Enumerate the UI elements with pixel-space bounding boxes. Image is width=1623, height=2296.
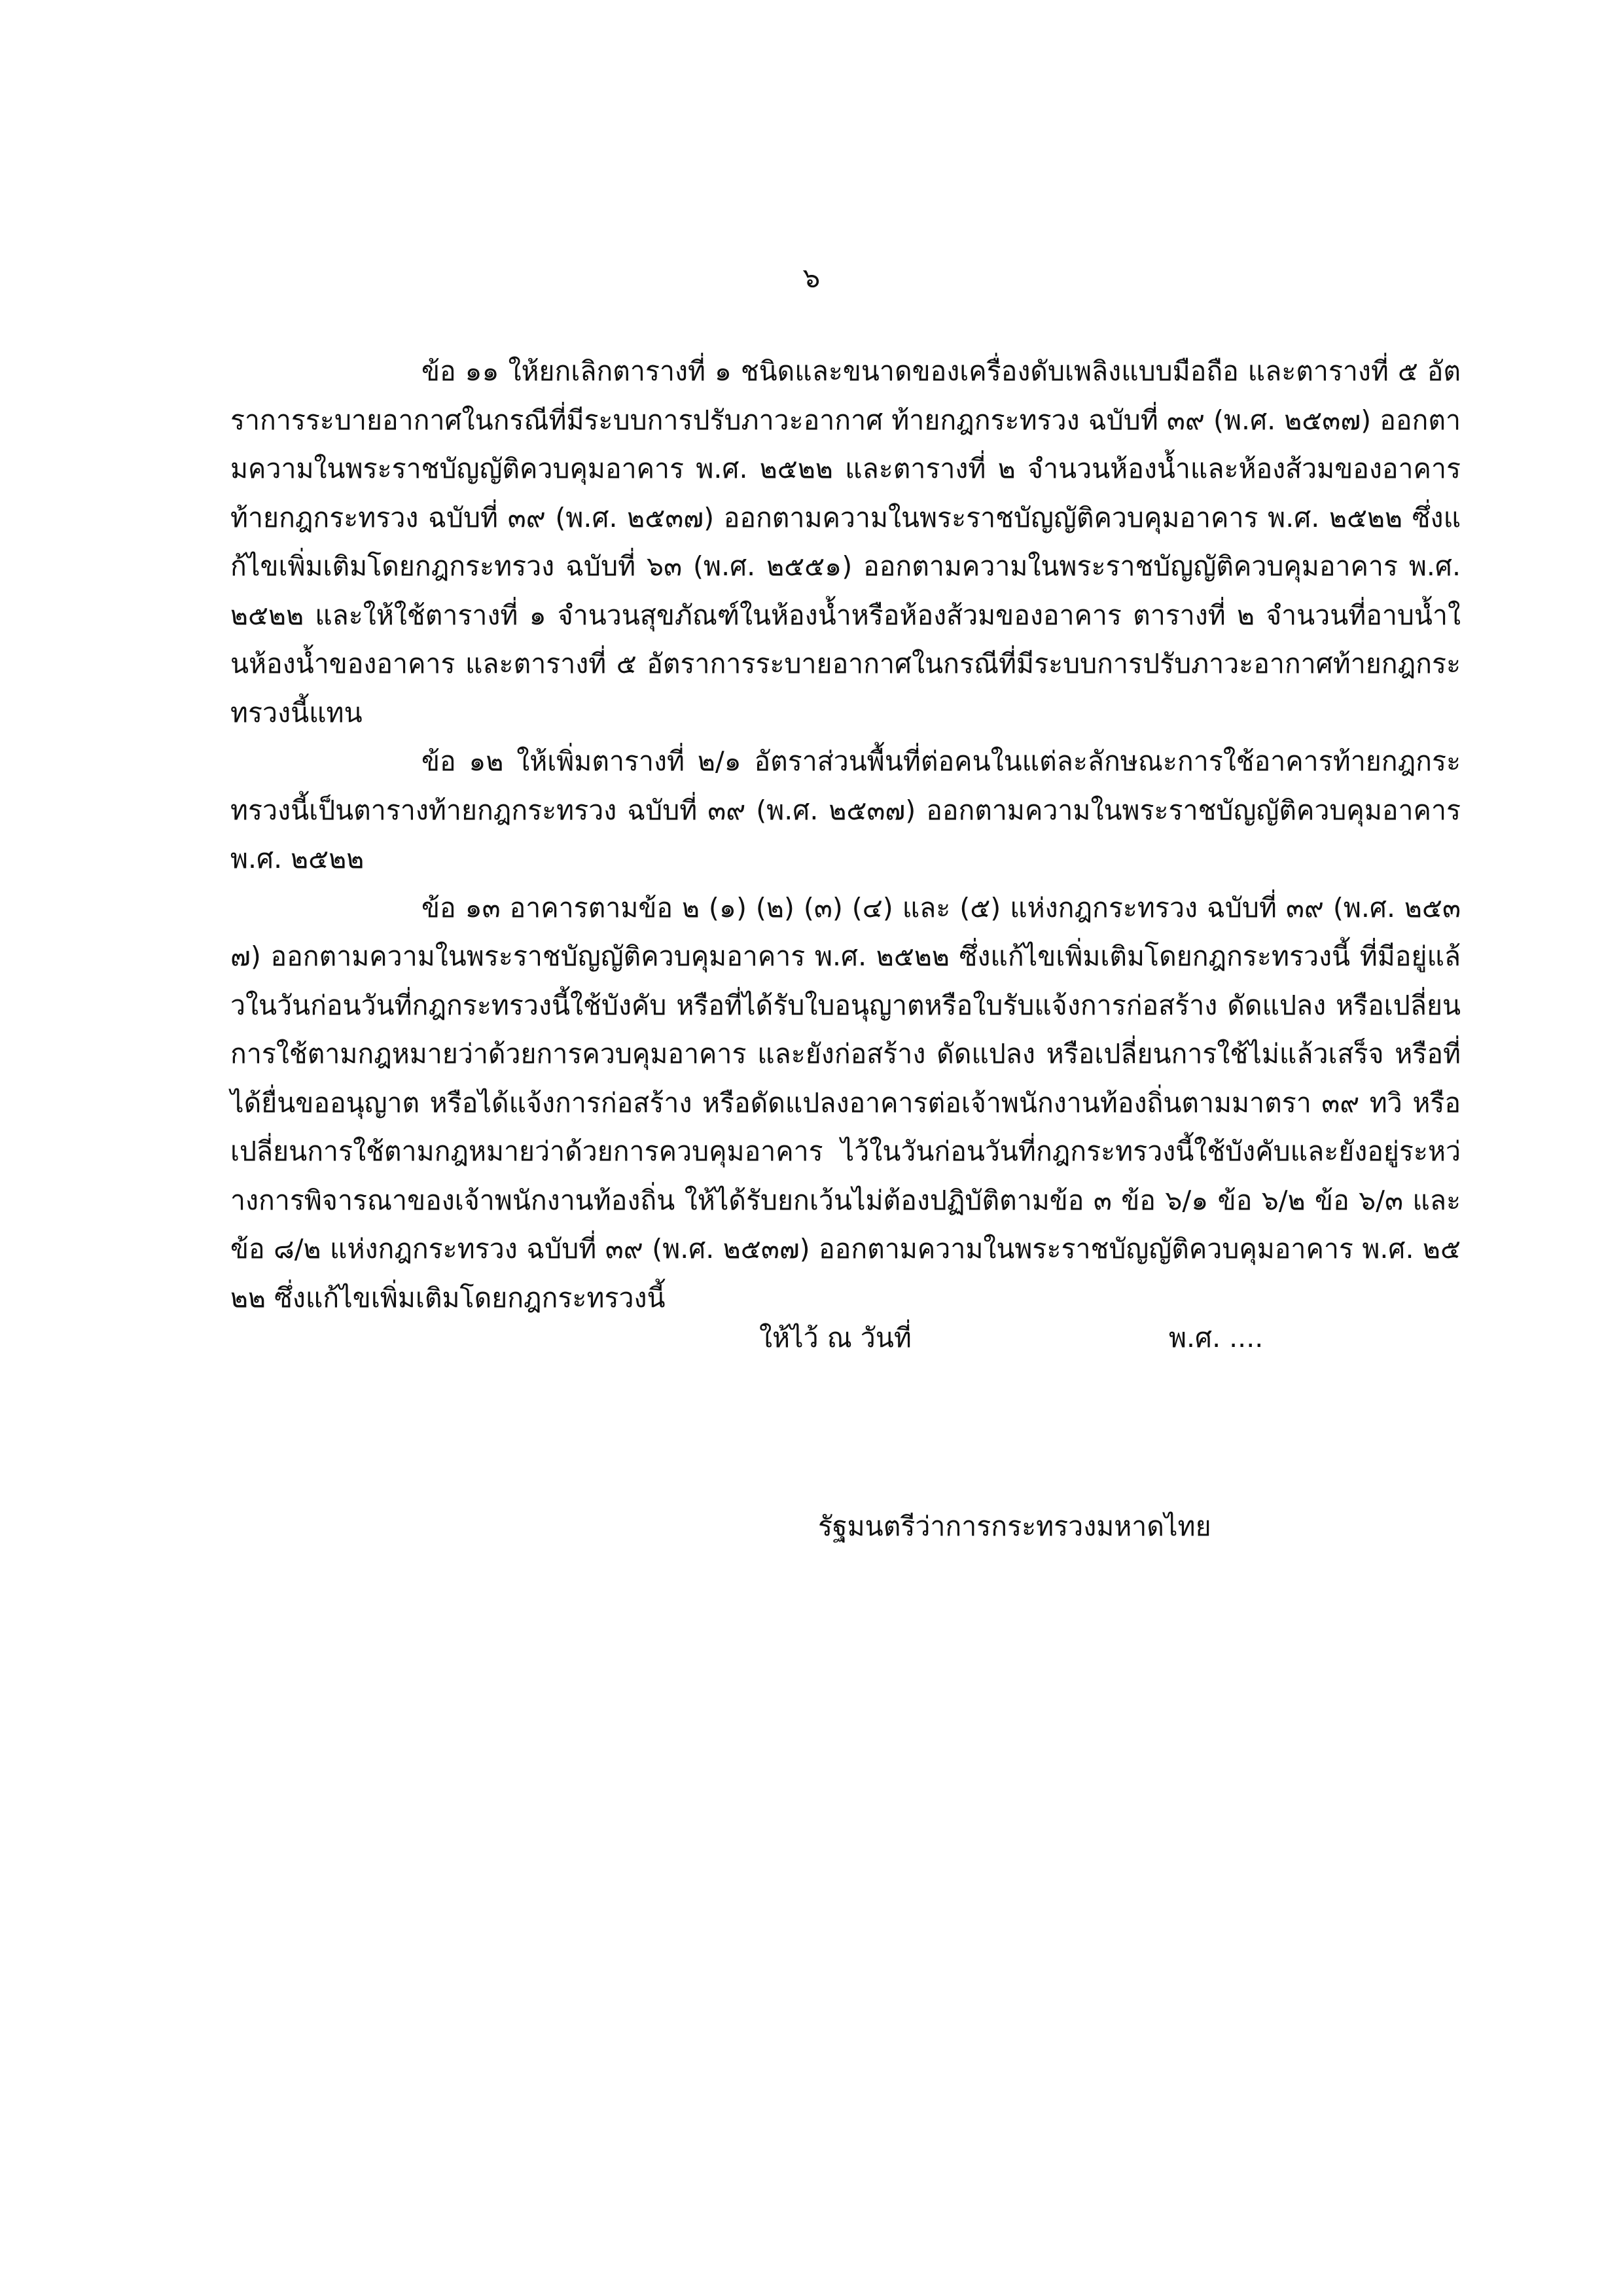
signoff-given-on: ให้ไว้ ณ วันที่	[759, 1322, 912, 1354]
clause-13: ข้อ ๑๓ อาคารตามข้อ ๒ (๑) (๒) (๓) (๔) และ (๕) แห่งกฎกระทรวง ฉบับที่ ๓๙ (พ.ศ. ๒๕๓๗) ออกตามความในพระราชบัญญัติควบคุมอาคาร พ.ศ. ๒๕๒๒ ซึ่งแก้ไขเพิ่มเติมโดยกฎกระทรวงนี้ ที่มีอยู่แล้วในวันก่อนวันที่กฎกระทรวงนี้ใช้บังคับ หรือที่ได้รับใบอนุญาตหรือใบรับแจ้งการก่อสร้าง ดัดแปลง หรือเปลี่ยนการใช้ตามกฎหมายว่าด้วยการควบคุมอาคาร และยังก่อสร้าง ดัดแปลง หรือเปลี่ยนการใช้ไม่แล้วเสร็จ หรือที่ได้ยื่นขออนุญาต หรือได้แจ้งการก่อสร้าง หรือดัดแปลงอาคารต่อเจ้าพนักงานท้องถิ่นตามมาตรา ๓๙ ทวิ หรือเปลี่ยนการใช้ตามกฎหมายว่าด้วยการควบคุมอาคาร ไว้ในวันก่อนวันที่กฎกระทรวงนี้ใช้บังคับและยังอยู่ระหว่างการพิจารณาของเจ้าพนักงานท้องถิ่น ให้ได้รับยกเว้นไม่ต้องปฏิบัติตามข้อ ๓ ข้อ ๖/๑ ข้อ ๖/๒ ข้อ ๖/๓ และข้อ ๘/๒ แห่งกฎกระทรวง ฉบับที่ ๓๙ (พ.ศ. ๒๕๓๗) ออกตามความในพระราชบัญญัติควบคุมอาคาร พ.ศ. ๒๕๒๒ ซึ่งแก้ไขเพิ่มเติมโดยกฎกระทรวงนี้	[230, 891, 1461, 1314]
signoff-era: พ.ศ. ....	[1169, 1322, 1264, 1354]
clause-11: ข้อ ๑๑ ให้ยกเลิกตารางที่ ๑ ชนิดและขนาดของเครื่องดับเพลิงแบบมือถือ และตารางที่ ๕ อัตราการระบายอากาศในกรณีที่มีระบบการปรับภาวะอากาศ ท้ายกฎกระทรวง ฉบับที่ ๓๙ (พ.ศ. ๒๕๓๗) ออกตามความในพระราชบัญญัติควบคุมอาคาร พ.ศ. ๒๕๒๒ และตารางที่ ๒ จำนวนห้องน้ำและห้องส้วมของอาคาร ท้ายกฎกระทรวง ฉบับที่ ๓๙ (พ.ศ. ๒๕๓๗) ออกตามความในพระราชบัญญัติควบคุมอาคาร พ.ศ. ๒๕๒๒ ซึ่งแก้ไขเพิ่มเติมโดยกฎกระทรวง ฉบับที่ ๖๓ (พ.ศ. ๒๕๕๑) ออกตามความในพระราชบัญญัติควบคุมอาคาร พ.ศ. ๒๕๒๒ และให้ใช้ตารางที่ ๑ จำนวนสุขภัณฑ์ในห้องน้ำหรือห้องส้วมของอาคาร ตารางที่ ๒ จำนวนที่อาบน้ำในห้องน้ำของอาคาร และตารางที่ ๕ อัตราการระบายอากาศในกรณีที่มีระบบการปรับภาวะอากาศท้ายกฎกระทรวงนี้แทน	[230, 355, 1461, 728]
document-body	[230, 347, 1461, 1322]
page-number: ๖	[802, 262, 821, 294]
clause-12: ข้อ ๑๒ ให้เพิ่มตารางที่ ๒/๑ อัตราส่วนพื้นที่ต่อคนในแต่ละลักษณะการใช้อาคารท้ายกฎกระทรวงนี้เป็นตารางท้ายกฎกระทรวง ฉบับที่ ๓๙ (พ.ศ. ๒๕๓๗) ออกตามความในพระราชบัญญัติควบคุมอาคาร พ.ศ. ๒๕๒๒	[230, 745, 1461, 874]
signer-title: รัฐมนตรีว่าการกระทรวงมหาดไทย	[818, 1511, 1211, 1542]
